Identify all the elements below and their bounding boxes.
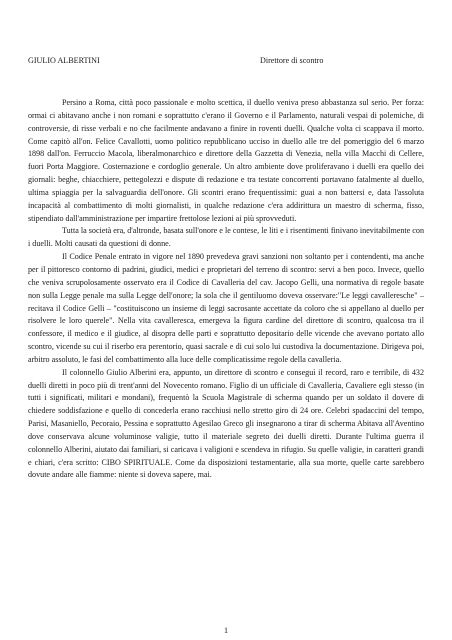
header-role: Direttore di scontro (260, 56, 324, 65)
paragraph-1: Persino a Roma, città poco passionale e molto scettica, il duello veniva preso abbastanza sul serio. Per forza: ormai ci abitavano anche i non romani e soprattutto c'erano il Governo e il Parlamento, naturali vespai di polemiche, di controversie, di risse verbali e no che facilmente andavano a finire in roventi duelli. Qualche volta ci scappava il morto. Come capitò all'on. Felice Cavallotti, uomo politico repubblicano ucciso in duello alle tre del pomeriggio del 6 marzo 1898 dall'on. Ferruccio Macola, liberalmonarchico e direttore della Gazzetta di Venezia, nella villa Macchi di Cellere, fuori Porta Maggiore. Costernazione e cordoglio generale. Un altro ambiente dove proliferavano i duelli era quello dei giornali: beghe, chiacchiere, pettegolezzi e dispute di redazione e tra testate concorrenti portavano fatalmente al duello, ultima spiaggia per la salvaguardia dell'onore. Gli scontri erano frequentissimi: guai a non battersi e, data l'assoluta incapacità al combattimento di molti giornalisti, in qualche redazione c'era addirittura un maestro di scherma, fisso, stipendiato dall'amministrazione per impartire frettolose lezioni ai più sprovveduti. (28, 98, 424, 223)
header-author: GIULIO ALBERTINI (28, 56, 100, 65)
body-text (28, 97, 424, 482)
paragraph-2: Tutta la società era, d'altronde, basata sull'onore e le contese, le liti e i risentimenti finivano inevitabilmente con i duelli. Molti causati da questioni di donne. (28, 226, 424, 249)
page-number: 1 (223, 626, 229, 635)
paragraph-4: Il colonnello Giulio Alberini era, appunto, un direttore di scontro e conseguì il record, raro e terribile, di 432 duelli diretti in poco più di trent'anni del Novecento romano. Figlio di un ufficiale di Cavalleria, Cavaliere egli stesso (in tutti i significati, militari e mondani), frequentò la Scuola Magistrale di scherma quando per un soldato il dovere di chiedere soddisfazione e quello di concederla erano racchiusi nello stretto giro di 24 ore. Celebri spadaccini del tempo, Parisi, Masaniello, Pecoraio, Pessina e soprattutto Agesilao Greco gli insegnarono a tirar di scherma Abitava all'Aventino dove conservava alcune voluminose valigie, tutto il materiale segreto dei duelli diretti. Durante l'ultima guerra il colonnello Alberini, aiutato dai familiari, si caricava i valigioni e scendeva in rifugio. Su quelle valigie, in caratteri grandi e chiari, c'era scritto: CIBO SPIRITUALE. Come da disposizioni testamentarie, alla sua morte, quelle carte sarebbero dovute andare alle fiamme: niente si doveva sapere, mai. (28, 367, 424, 480)
paragraph-3: Il Codice Penale entrato in vigore nel 1890 prevedeva gravi sanzioni non soltanto per i contendenti, ma anche per il pittoresco contorno di padrini, giudici, medici e proprietari del terreno di scontro: servi a ben poco. Invece, quello che veniva scrupolosamente osservato era il Codice di Cavalleria del cav. Jacopo Gelli, una normativa di regole basate non sulla Legge penale ma sulla Legge dell'onore; la sola che il gentiluomo doveva osservare:"Le leggi cavalleresche" – recitava il Codice Gelli – "costituiscono un insieme di leggi sacrosante accettate da coloro che si appellano al duello per risolvere le loro querele". Nella vita cavalleresca, emergeva la figura cardine del direttore di scontro, qualcosa tra il confessore, il medico e il giudice, al disopra delle parti e soprattutto depositario delle vicende che avevano portato allo scontro, vicende su cui il riserbo era perentorio, quasi sacrale e di cui solo lui custodiva la documentazione. Dirigeva poi, arbitro assoluto, le fasi del combattimento alla luce delle complicatissime regole della cavalleria. (28, 252, 424, 364)
